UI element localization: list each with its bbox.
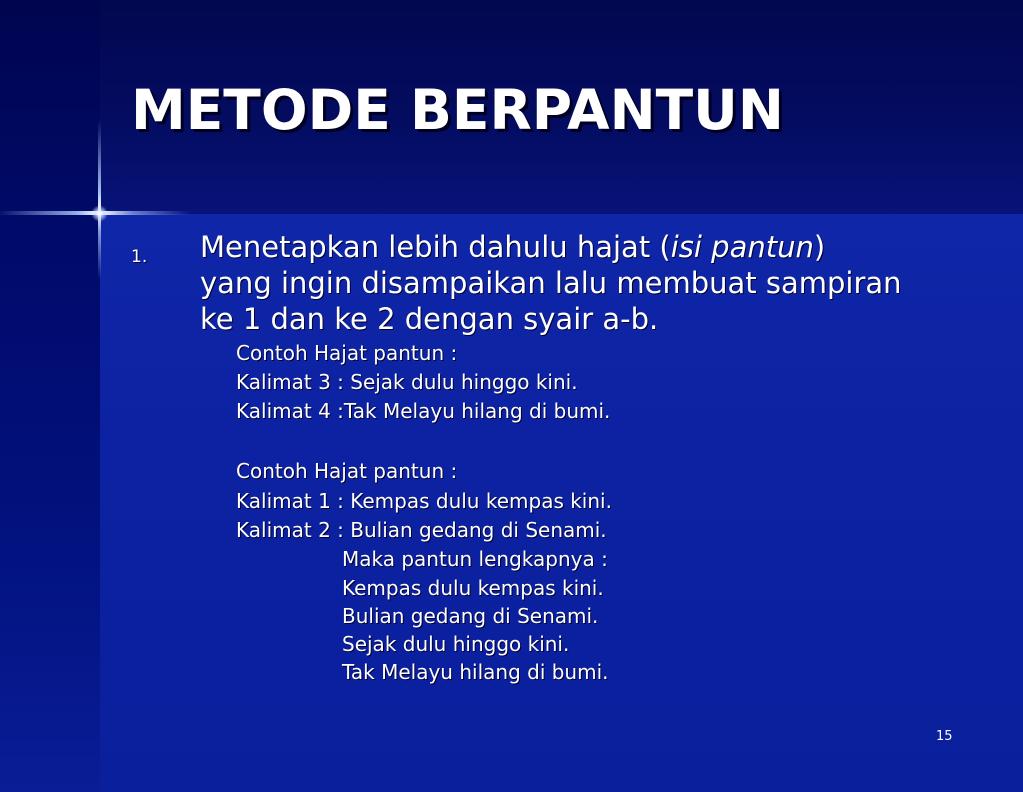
main-point-line-3: ke 1 dan ke 2 dengan syair a-b. xyxy=(200,302,659,336)
complete-pantun-line: Tak Melayu hilang di bumi. xyxy=(342,660,609,684)
left-decorative-band xyxy=(0,0,100,792)
example1-line-b: Kalimat 4 :Tak Melayu hilang di bumi. xyxy=(236,399,611,423)
complete-pantun-line: Kempas dulu kempas kini. xyxy=(342,576,604,600)
list-number: 1. xyxy=(131,247,148,267)
complete-pantun-line: Sejak dulu hinggo kini. xyxy=(342,632,570,656)
main-point-line-1 xyxy=(200,229,990,265)
main-point-line-2: yang ingin disampaikan lalu membuat sampiran xyxy=(200,266,902,300)
main-point xyxy=(200,229,990,337)
light-flare-vertical xyxy=(98,120,101,280)
example2-heading: Contoh Hajat pantun : xyxy=(236,459,458,483)
main-point-text-before: Menetapkan lebih dahulu hajat ( xyxy=(200,230,671,264)
example2-line-b: Kalimat 2 : Bulian gedang di Senami. xyxy=(236,518,607,542)
example1-line-a: Kalimat 3 : Sejak dulu hinggo kini. xyxy=(236,370,578,394)
complete-pantun-line: Bulian gedang di Senami. xyxy=(342,604,599,628)
example1-heading: Contoh Hajat pantun : xyxy=(236,341,458,365)
light-flare-core xyxy=(91,205,108,222)
complete-pantun-heading: Maka pantun lengkapnya : xyxy=(342,547,608,571)
page-number: 15 xyxy=(936,729,953,744)
main-point-italic: isi pantun xyxy=(670,230,814,264)
slide-title: METODE BERPANTUN xyxy=(131,78,784,142)
main-point-text-after: ) xyxy=(813,230,826,264)
example2-line-a: Kalimat 1 : Kempas dulu kempas kini. xyxy=(236,489,612,513)
